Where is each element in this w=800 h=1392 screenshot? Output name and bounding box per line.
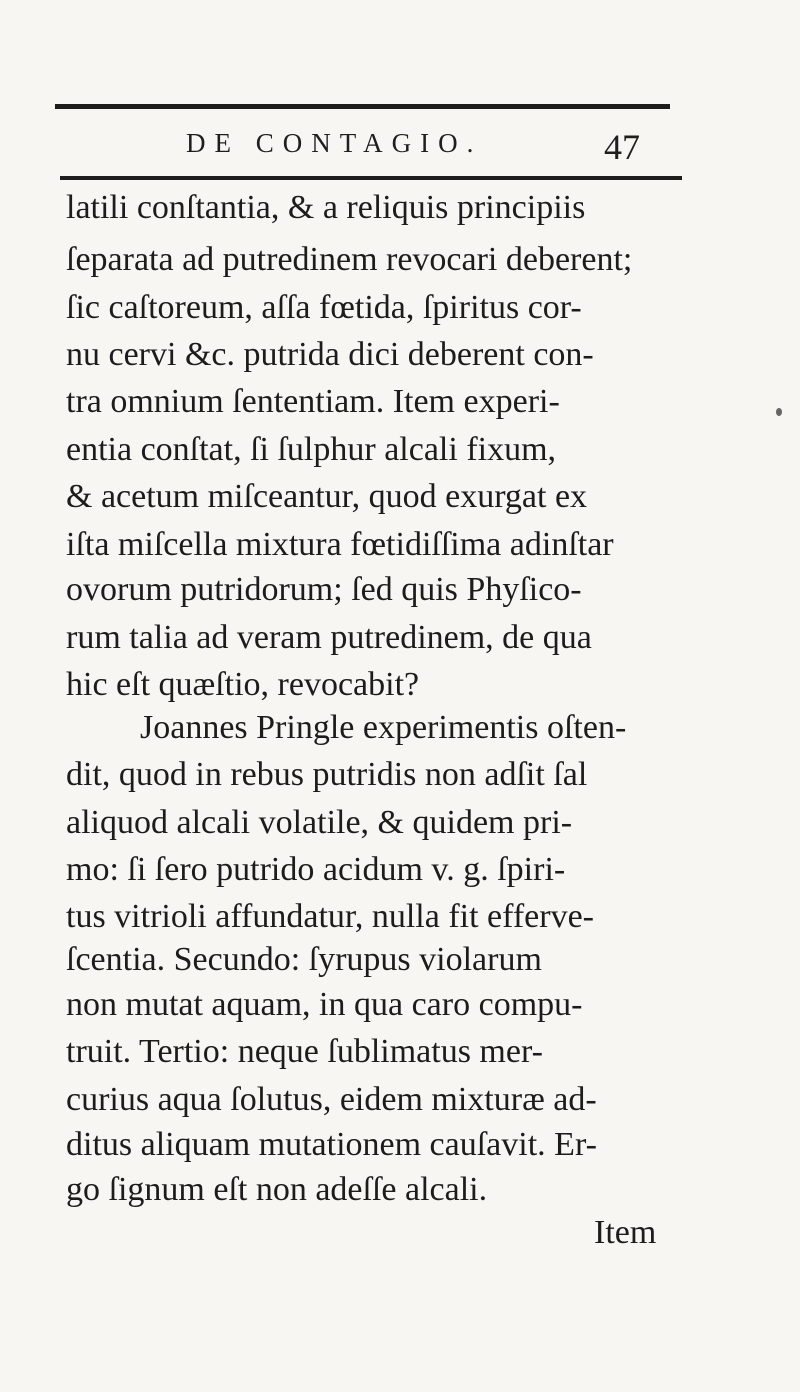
text-line-13: dit, quod in rebus putridis non adſit ſal xyxy=(66,756,588,793)
text-line-11: hic eſt quæſtio, revocabit? xyxy=(66,666,420,703)
header-rule-top xyxy=(55,104,670,109)
text-line-8: iſta miſcella mixtura fœtidiſſima adinſtar xyxy=(66,526,614,563)
text-line-15: mo: ſi ſero putrido acidum v. g. ſpiri- xyxy=(66,851,566,888)
text-line-2: ſeparata ad putredinem revocari deberent; xyxy=(66,241,633,278)
text-line-1: latili conſtantia, & a reliquis principiis xyxy=(66,189,586,226)
text-line-3: ſic caſtoreum, aſſa fœtida, ſpiritus cor- xyxy=(66,289,582,326)
text-line-21: ditus aliquam mutationem cauſavit. Er- xyxy=(66,1126,597,1163)
page-number: 47 xyxy=(604,127,640,167)
text-line-16: tus vitrioli affundatur, nulla fit efferve- xyxy=(66,898,594,935)
text-line-5: tra omnium ſententiam. Item experi- xyxy=(66,383,560,420)
text-line-9: ovorum putridorum; ſed quis Phyſico- xyxy=(66,571,582,608)
text-line-19: truit. Tertio: neque ſublimatus mer- xyxy=(66,1033,543,1070)
text-line-17: ſcentia. Secundo: ſyrupus violarum xyxy=(66,941,542,978)
text-line-6: entia conſtat, ſi ſulphur alcali fixum, xyxy=(66,431,557,468)
ink-speck xyxy=(776,408,782,416)
text-line-10: rum talia ad veram putredinem, de qua xyxy=(66,619,592,656)
text-line-20: curius aqua ſolutus, eidem mixturæ ad- xyxy=(66,1081,597,1118)
header-rule-bottom xyxy=(60,176,682,180)
text-line-7: & acetum miſceantur, quod exurgat ex xyxy=(66,478,588,515)
catchword: Item xyxy=(594,1214,657,1251)
text-line-12: Joannes Pringle experimentis oſten- xyxy=(140,709,627,746)
text-line-18: non mutat aquam, in qua caro compu- xyxy=(66,986,583,1023)
text-line-14: aliquod alcali volatile, & quidem pri- xyxy=(66,804,573,841)
running-head: DE CONTAGIO. xyxy=(186,128,483,158)
text-line-4: nu cervi &c. putrida dici deberent con- xyxy=(66,336,594,373)
text-line-22: go ſignum eſt non adeſſe alcali. xyxy=(66,1171,488,1208)
